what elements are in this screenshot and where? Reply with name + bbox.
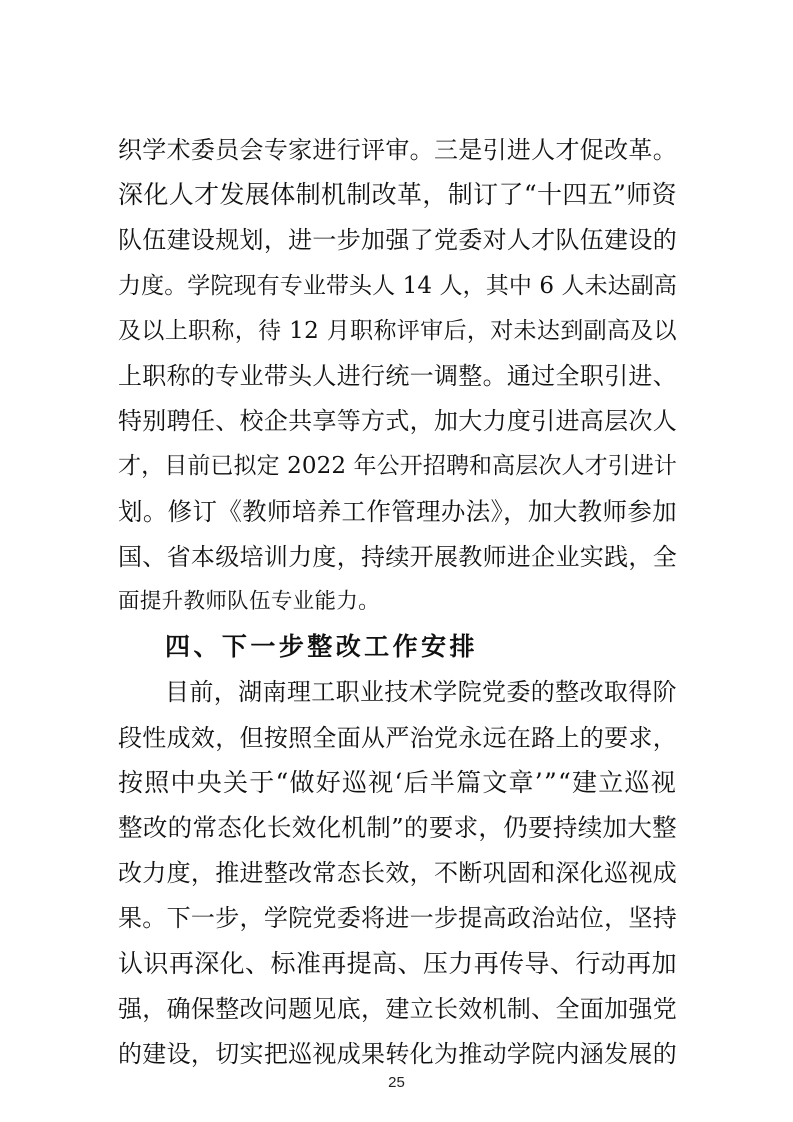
page-number: 25	[388, 1074, 405, 1092]
text-line-content: 认识再深化、标准再提高、压力再传导、行动再加	[118, 948, 677, 978]
text-line-content: 的建设，切实把巡视成果转化为推动学院内涵发展的	[118, 1040, 677, 1068]
text-line-content: 特别聘任、校企共享等方式，加大力度引进高层次人	[118, 407, 677, 436]
text-line	[0, 587, 793, 617]
text-line	[0, 497, 793, 527]
text-line-content: 队伍建设规划，进一步加强了党委对人才队伍建设的	[118, 226, 677, 255]
text-line-content: 深化人才发展体制机制改革，制订了“十四五”师资	[118, 180, 677, 210]
text-line-content: 力度。学院现有专业带头人 14 人，其中 6 人未达副高	[118, 272, 677, 299]
text-line-content: 果。下一步，学院党委将进一步提高政治站位，坚持	[118, 904, 677, 933]
text-line	[0, 361, 793, 391]
section-heading-text: 四、下一步整改工作安排	[165, 632, 478, 662]
text-line	[0, 406, 793, 436]
text-line	[0, 677, 793, 707]
text-line-content: 织学术委员会专家进行评审。三是引进人才促改革。	[118, 136, 677, 164]
text-line	[0, 180, 793, 210]
text-line	[0, 451, 793, 481]
text-line-content: 划。修订《教师培养工作管理办法》，加大教师参加	[118, 496, 677, 526]
text-line	[0, 1039, 793, 1069]
text-line	[0, 316, 793, 346]
text-line-content: 面提升教师队伍专业能力。	[118, 589, 380, 614]
text-line-content: 上职称的专业带头人进行统一调整。通过全职引进、	[118, 362, 677, 390]
text-line-content: 国、省本级培训力度，持续开展教师进企业实践，全	[118, 542, 677, 571]
text-line	[0, 768, 793, 798]
text-line-content: 按照中央关于“做好巡视‘后半篇文章’”“建立巡视	[118, 767, 677, 797]
text-line-content: 整改的常态化长效化机制”的要求，仍要持续加大整	[118, 813, 677, 842]
text-line	[0, 858, 793, 888]
text-line	[0, 271, 793, 301]
section-heading	[0, 632, 793, 662]
text-line	[0, 813, 793, 843]
text-line	[0, 135, 793, 165]
text-line-content: 改力度，推进整改常态长效，不断巩固和深化巡视成	[118, 859, 677, 888]
text-line	[0, 542, 793, 572]
text-line-content: 才，目前已拟定 2022 年公开招聘和高层次人才引进计	[118, 453, 677, 480]
text-line-content: 段性成效，但按照全面从严治党永远在路上的要求，	[118, 723, 677, 752]
text-line-content: 目前，湖南理工职业技术学院党委的整改取得阶	[165, 678, 677, 707]
text-line	[0, 723, 793, 753]
text-line	[0, 903, 793, 933]
text-line	[0, 225, 793, 255]
text-line-content: 强，确保整改问题见底，建立长效机制、全面加强党	[118, 994, 677, 1023]
text-line	[0, 994, 793, 1024]
text-line	[0, 949, 793, 979]
text-line-content: 及以上职称，待 12 月职称评审后，对未达到副高及以	[118, 317, 677, 344]
